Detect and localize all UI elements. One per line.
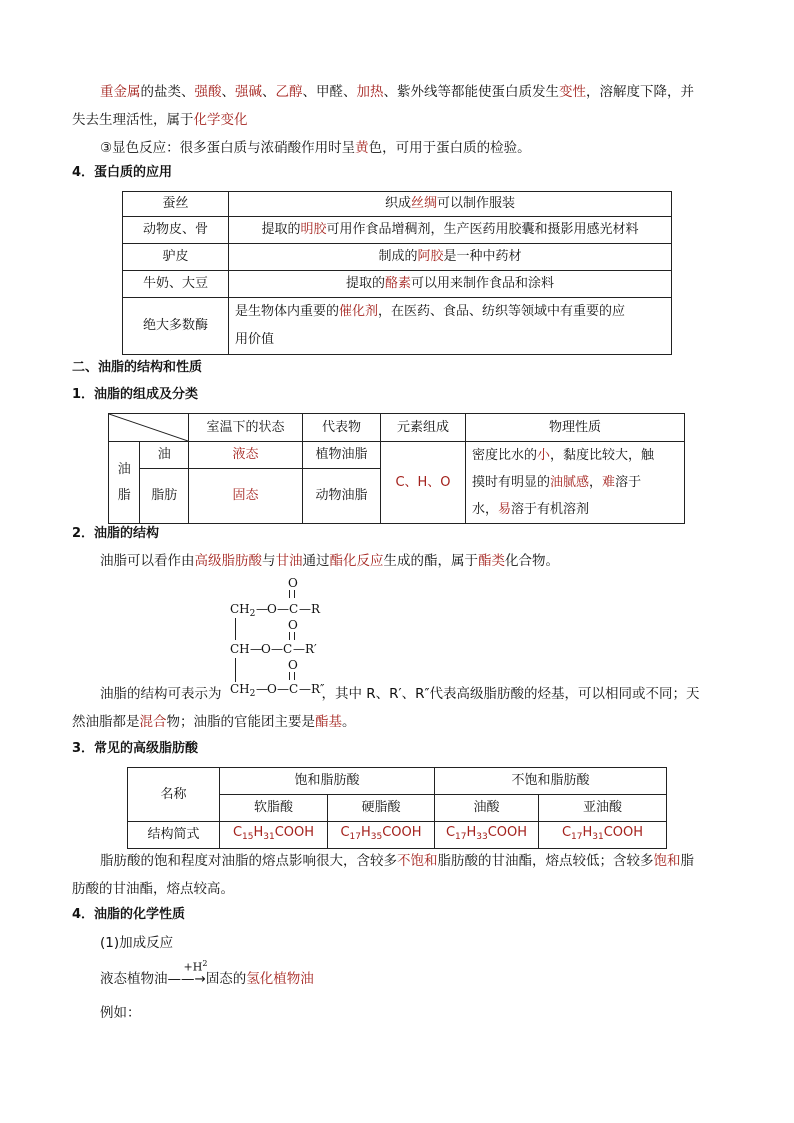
heading-fatty-acids: 3．常见的高级脂肪酸 xyxy=(72,741,199,756)
diagonal-header-cell xyxy=(109,414,189,442)
heading-fat-classification: 1．油脂的组成及分类 xyxy=(72,387,199,402)
table-row: 动物皮、骨 提取的明胶可用作食品增稠剂，生产医药用胶囊和摄影用感光材料 xyxy=(123,217,672,244)
protein-application-table xyxy=(122,191,672,355)
paragraph-denaturation: 重金属的盐类、强酸、强碱、乙醇、甲醛、加热、紫外线等都能使蛋白质发生变性，溶解度下降，并 xyxy=(100,84,694,100)
table-header-row: 名称 饱和脂肪酸 不饱和脂肪酸 xyxy=(128,768,667,795)
formula-stearic: $C_{17}H_{35}COOH$ xyxy=(328,822,435,849)
heading-fat-structure: 2．油脂的结构 xyxy=(72,526,160,541)
paragraph-structure-note-cont: 然油脂都是混合物；油脂的官能团主要是酯基。 xyxy=(72,714,356,730)
physical-properties-cell: 密度比水的小，黏度比较大，触 摸时有明显的油腻感，难溶于 水，易溶于有机溶剂 xyxy=(466,442,685,524)
table-row: 驴皮 制成的阿胶是一种中药材 xyxy=(123,244,672,271)
table-row: 脂肪 固态 动物油脂 xyxy=(109,469,685,524)
paragraph-fat-definition: 油脂可以看作由高级脂肪酸与甘油通过酯化反应生成的酯，属于酯类化合物。 xyxy=(100,553,559,569)
table-header-row: 软脂酸 硬脂酸 油酸 亚油酸 xyxy=(128,795,667,822)
subheading-addition-reaction: (1)加成反应 xyxy=(100,935,174,951)
fatty-acids-table xyxy=(127,767,667,849)
section-heading-fats: 二、油脂的结构和性质 xyxy=(72,360,203,375)
table-row: 结构简式 $C_{15}H_{31}COOH$ $C_{17}H_{35}COOH$ $C_{17}H_{33}COOH$ $C_{17}H_{31}COOH$ xyxy=(128,822,667,849)
paragraph-denaturation-cont: 失去生理活性，属于化学变化 xyxy=(72,112,248,128)
table-row: 牛奶、大豆 提取的酪素可以用来制作食品和涂料 xyxy=(123,271,672,298)
reaction-arrow: $+H^2$ ——→ xyxy=(167,959,208,987)
table-row: 油 脂 油 液态 植物油脂 C、H、O 密度比水的小，黏度比较大，触 摸时有明显的油腻感，难溶于 水，易溶于有机溶剂 xyxy=(109,442,685,469)
formula-oleic: $C_{17}H_{33}COOH$ xyxy=(435,822,539,849)
paragraph-melting-point: 脂肪酸的饱和程度对油脂的熔点影响很大，含较多不饱和脂肪酸的甘油酯，熔点较低；含较多饱和脂 xyxy=(100,853,694,869)
fat-classification-table xyxy=(108,413,685,524)
paragraph-structure-note: 油脂的结构可表示为 ，其中 R、R′、R″代表高级脂肪酸的烃基，可以相同或不同；天 xyxy=(100,686,700,702)
table-row: 蚕丝 织成丝绸可以制作服装 xyxy=(123,192,672,217)
triglyceride-structure: O $CH_2$ — O — C — R O CH — O — C — R′ O $CH_2$ — O — C — R″ xyxy=(230,576,325,699)
table-header-row: 室温下的状态 代表物 元素组成 物理性质 xyxy=(109,414,685,442)
hydrogenation-reaction: 液态植物油 $+H^2$ ——→固态的氢化植物油 xyxy=(100,959,314,987)
formula-palmitic: $C_{15}H_{31}COOH$ xyxy=(220,822,328,849)
diagonal-line xyxy=(109,414,188,441)
formula-linoleic: $C_{17}H_{31}COOH$ xyxy=(539,822,667,849)
table-row: 绝大多数酶 是生物体内重要的催化剂，在医药、食品、纺织等领域中有重要的应 用价值 xyxy=(123,298,672,355)
example-label: 例如： xyxy=(100,1005,141,1021)
heading-protein-application: 4．蛋白质的应用 xyxy=(72,165,173,180)
group-cell: 油 脂 xyxy=(109,442,140,524)
paragraph-color-reaction: ③显色反应：很多蛋白质与浓硝酸作用时呈黄色，可用于蛋白质的检验。 xyxy=(100,140,531,156)
paragraph-melting-point-cont: 肪酸的甘油酯，熔点较高。 xyxy=(72,881,234,897)
heading-fat-chemistry: 4．油脂的化学性质 xyxy=(72,907,186,922)
